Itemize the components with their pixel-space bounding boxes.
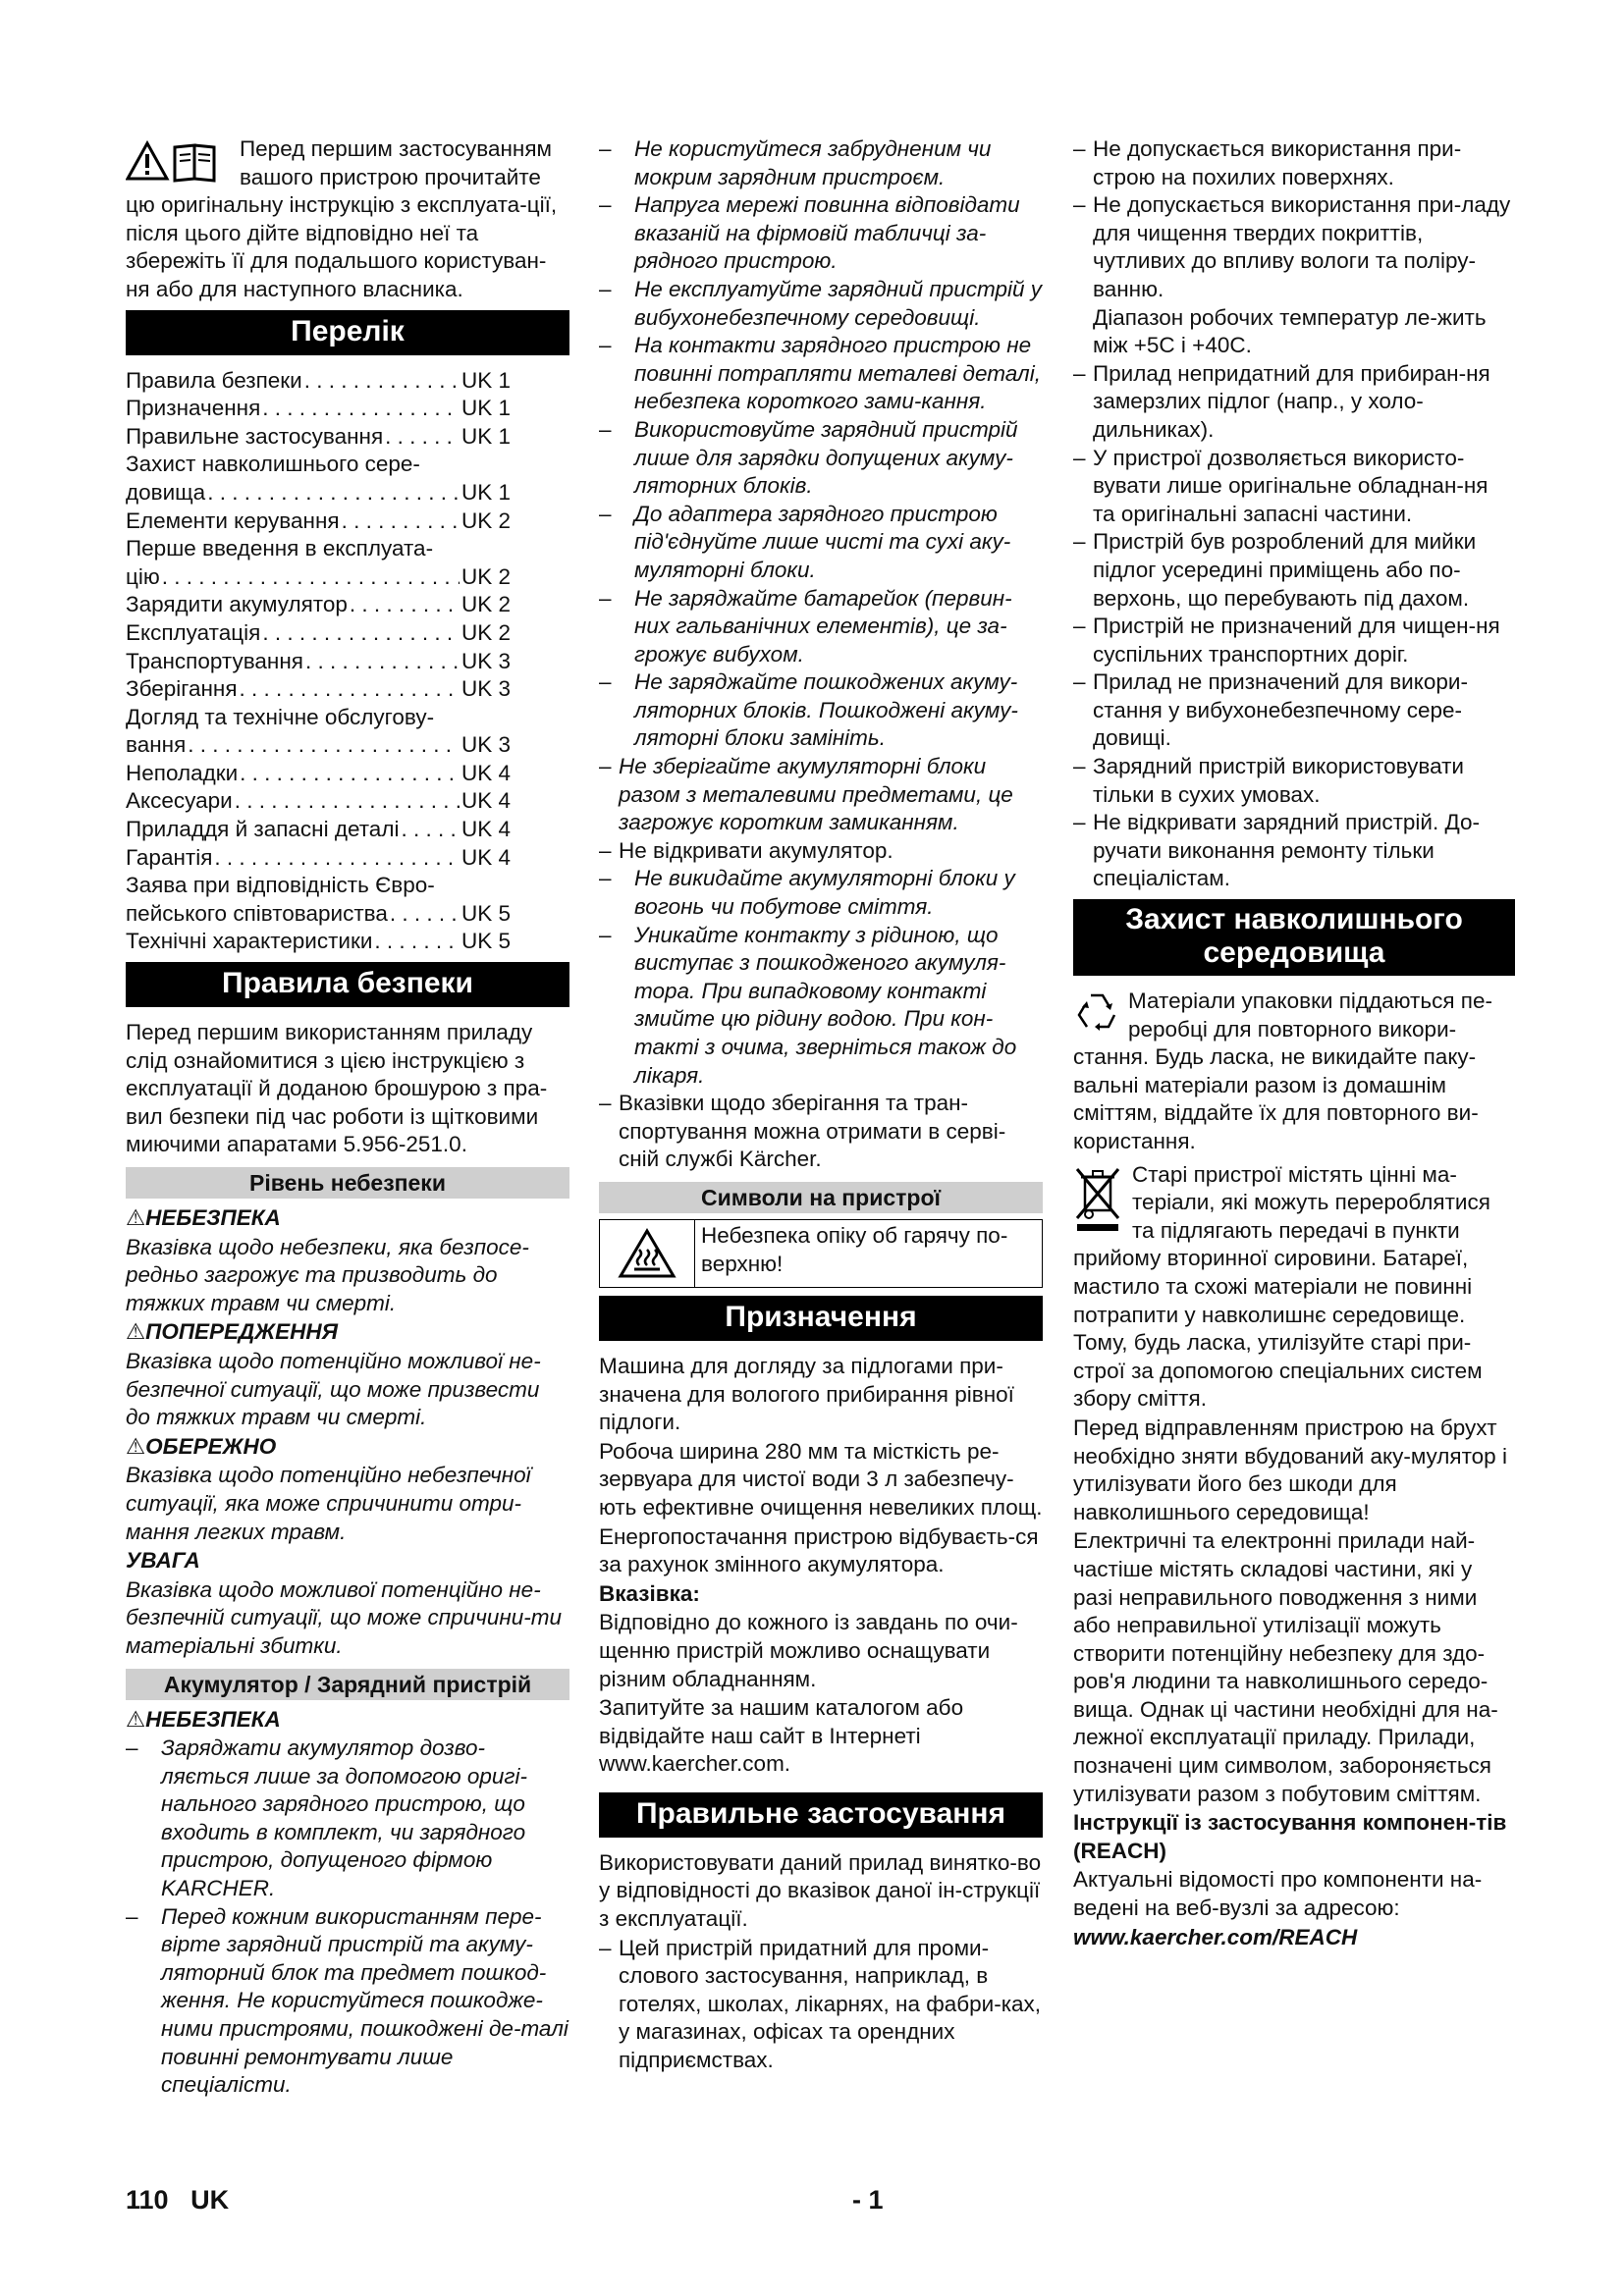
environment-title: Захист навколишнього середовища (1073, 899, 1515, 976)
danger-levels (126, 1204, 569, 1661)
purpose-title: Призначення (599, 1296, 1043, 1341)
proper-use-item-text: Не допускається використання при-ладу для чищення твердих покриттів, чутливих до впливу вологи та поліру-ванню. (1093, 192, 1511, 301)
purpose-p5: Запитуйте за нашим каталогом або відвідайте наш сайт в Інтернеті www.kaercher.com. (599, 1695, 964, 1777)
intro (126, 135, 569, 304)
proper-use-item (1073, 360, 1515, 445)
battery-items-2 (599, 135, 1043, 1174)
toc-item-label: Експлуатація (126, 619, 261, 645)
danger-level-text: Вказівка щодо потенційно можливої не-безпечної ситуації, що може призвести до тяжких травм чи смерті. (126, 1348, 541, 1430)
bullet-dash: – (1073, 445, 1086, 470)
toc-item (126, 367, 511, 396)
battery-item (599, 753, 1043, 837)
toc-item-page: UK 4 (460, 760, 511, 785)
toc-item-page: UK 2 (460, 507, 511, 533)
bullet-dash: – (1073, 136, 1086, 161)
bullet-dash: – (599, 866, 612, 891)
battery-item-text: Використовуйте зарядний пристрій лише для зарядки допущених акуму-ляторних блоків. (634, 416, 1018, 499)
bullet-dash: – (1073, 529, 1086, 555)
toc-item-label: Приладдя й запасні деталі (126, 817, 400, 842)
bullet-dash: – (599, 416, 612, 442)
purpose-p4: Відповідно до кожного із завдань по очи-щенню пристрій можливо оснащувати різним обладнанням. (599, 1610, 1018, 1691)
bullet-dash: – (599, 136, 612, 161)
bullet-dash: – (1073, 810, 1086, 835)
bullet-dash: – (599, 192, 612, 218)
toc-item-page: UK 3 (460, 648, 511, 673)
danger-levels-title: Рівень небезпеки (126, 1167, 569, 1199)
toc-item-line: Заява при відповідність Євро- (126, 873, 435, 898)
toc (126, 367, 511, 956)
toc-item (126, 619, 511, 648)
environment-p1: Матеріали упаковки піддаються пе-реробці для повторного викори-стання. Будь ласка, не викидайте паку-вальні матеріали разом із домашнім сміттям, віддайте їх для повторного ви-користання. (1073, 988, 1492, 1153)
toc-leader (235, 787, 460, 816)
toc-item-line: Захист навколишнього сере- (126, 452, 420, 477)
toc-item-label: Правильне застосування (126, 423, 384, 449)
proper-use-item-text: Пристрій не призначений для чищен-ня суспільних транспортних доріг. (1093, 614, 1500, 667)
crossed-bin-icon (1073, 1163, 1124, 1234)
battery-item-text: На контакти зарядного пристрою не повинні потрапляти металеві деталі, небезпека короткого зами-кання. (634, 333, 1041, 414)
toc-item-label: Елементи керування (126, 507, 340, 533)
bullet-dash: – (599, 922, 612, 947)
proper-use-item-text: Не допускається використання при-строю на похилих поверхнях. (1093, 136, 1462, 189)
battery-item (599, 922, 1043, 1091)
battery-item-text: Не відкривати акумулятор. (619, 837, 893, 863)
intro-text: Перед першим застосуванням вашого пристрою прочитайте цю оригінальну інструкцію з експлуата-ції, після цього дійте відповідно неї та збережіть її для подальшого користуван-ня або для наступного власника. (126, 136, 558, 301)
toc-item-page: UK 2 (460, 619, 511, 645)
battery-item (599, 585, 1043, 669)
toc-item (126, 423, 511, 452)
toc-item-page: UK 2 (460, 563, 511, 589)
bullet-dash: – (599, 501, 612, 526)
toc-item-label: Неполадки (126, 760, 239, 785)
bullet-dash: – (599, 333, 612, 358)
danger-level-text: Вказівка щодо потенційно небезпечної ситуації, яка може спричинити отри-мання легких травм. (126, 1463, 531, 1544)
page-number: 110 (126, 2185, 169, 2215)
proper-use-item-text: У пристрої дозволяється використо-вувати лише оригінальне обладнан-ня та оригінальні запасні частини. (1093, 445, 1489, 526)
environment-p3: Перед відправленням пристрою на брухт необхідно зняти вбудований аку-мулятор і утилізувати його без шкоди для навколишнього середовища! (1073, 1415, 1507, 1524)
proper-use-item-text: Не відкривати зарядний пристрій. До-ручати виконання ремонту тільки спеціалістам. (1093, 810, 1480, 891)
toc-leader (304, 367, 460, 396)
battery-item (599, 135, 1043, 191)
bullet-dash: – (599, 1091, 612, 1116)
symbol-cell (600, 1220, 695, 1287)
toc-item (126, 591, 511, 619)
toc-leader (385, 423, 460, 452)
reach-text: Актуальні відомості про компоненти на-ведені на веб-вузлі за адресою: (1073, 1867, 1483, 1921)
toc-leader (390, 900, 460, 929)
battery-item (599, 1090, 1043, 1174)
toc-item-label: Зберігання (126, 676, 238, 702)
toc-leader (214, 844, 460, 873)
toc-item-label: Аксесуари (126, 788, 233, 814)
recycling-icon (1073, 989, 1120, 1039)
warning-manual-icon (126, 139, 234, 183)
toc-item (126, 675, 511, 704)
bullet-dash: – (1073, 192, 1086, 218)
toc-item-label: Зарядити акумулятор (126, 592, 348, 617)
proper-use-item-text: Прилад непридатний для прибиран-ня замерзлих підлог (напр., у холо-дильниках). (1093, 360, 1490, 442)
toc-item (126, 844, 511, 873)
symbol-table (599, 1219, 1043, 1288)
toc-item-page: UK 2 (460, 592, 511, 617)
proper-use-item (1073, 668, 1515, 753)
toc-leader (401, 816, 460, 844)
proper-use-item (1073, 809, 1515, 893)
toc-item (126, 816, 511, 844)
toc-item-label: Технічні характеристики (126, 929, 373, 954)
proper-use-item-text: Зарядний пристрій використовувати тільки в сухих умовах. (1093, 754, 1464, 807)
purpose-p1: Машина для догляду за підлогами при-значена для вологого прибирання рівної підлоги. (599, 1353, 1014, 1435)
toc-leader (305, 648, 460, 676)
toc-item-page: UK 5 (460, 900, 511, 926)
toc-item-page: UK 1 (460, 396, 511, 421)
bullet-dash: – (1073, 360, 1086, 386)
battery-item-text: Не зберігайте акумуляторні блоки разом з металевими предметами, це загрожує коротким замиканням. (619, 754, 1013, 835)
proper-use-item-text: Прилад не призначений для викори-стання у вибухонебезпечному сере-довищі. (1093, 669, 1468, 751)
toc-item-line: Догляд та технічне обслугову- (126, 704, 435, 729)
temperature-note: Діапазон робочих температур ле-жить між +5С і +40С. (1093, 304, 1487, 358)
battery-item-text: Не експлуатуйте зарядний пристрій у вибухонебезпечному середовищі. (634, 276, 1043, 330)
bullet-dash: – (599, 837, 612, 863)
toc-item (126, 731, 511, 760)
battery-danger-title: ⚠НЕБЕЗПЕКА (126, 1706, 281, 1732)
footer-center: - 1 (852, 2185, 884, 2215)
recycling-block (1073, 988, 1515, 1157)
bullet-dash: – (1073, 614, 1086, 639)
toc-leader (262, 619, 460, 648)
toc-item-label: вання (126, 732, 187, 758)
toc-item (126, 507, 511, 536)
toc-item (126, 928, 511, 956)
battery-item (126, 1903, 569, 2100)
column-left (126, 135, 569, 2100)
toc-item-page: UK 1 (460, 423, 511, 449)
proper-use-item (1073, 753, 1515, 809)
danger-level-text: Вказівка щодо небезпеки, яка безпосе-редньо загрожує та призводить до тяжких травм чи смерті. (126, 1234, 529, 1315)
toc-item (126, 563, 511, 592)
battery-item-text: Не заряджайте батарейок (первин-них гальванічних елементів), це за-грожує вибухом. (634, 585, 1012, 667)
environment-p2: Старі пристрої містять цінні ма-теріали, які можуть перероблятися та підлягають передачі в пункти прийому вторинної сировини. Батареї, мастило та схожі матеріали не повинні потрапити у навколишнє середовище. Тому, будь ласка, утилізуйте старі при-строї за допомогою спеціальних систем збору сміття. (1073, 1161, 1490, 1412)
safety-intro: Перед першим використанням приладу слід ознайомитися з цією інструкцією з експлуатації й доданою брошурою з пра-вил безпеки під час роботи із щітковими миючими апаратами 5.956-251.0. (126, 1020, 548, 1157)
proper-use-p1: Використовувати даний прилад винятко-во у відповідності до вказівок даної ін-струкції з експлуатації. (599, 1849, 1042, 1932)
bullet-dash: – (126, 1903, 138, 1929)
toc-item-page: UK 4 (460, 788, 511, 814)
reach-title: Інструкції із застосування компонен-тів (REACH) (1073, 1810, 1507, 1863)
bullet-dash: – (599, 276, 612, 301)
battery-item (599, 332, 1043, 416)
reach-url[interactable]: www.kaercher.com/REACH (1073, 1924, 1358, 1949)
toc-leader (188, 731, 460, 760)
column-middle (599, 135, 1043, 2075)
battery-item-text: Напруга мережі повинна відповідати вказаній на фірмовій табличці за-рядного пристрою. (634, 192, 1020, 274)
danger-level-title: ⚠ПОПЕРЕДЖЕННЯ (126, 1319, 339, 1345)
proper-use-item (1073, 191, 1515, 303)
bullet-dash: – (599, 585, 612, 611)
purpose-p3: Енергопостачання пристрою відбуваєть-ся за рахунок змінного акумулятора. (599, 1523, 1039, 1577)
toc-leader (207, 479, 460, 507)
toc-item (126, 900, 511, 929)
danger-level-title: УВАГА (126, 1548, 200, 1574)
battery-item-text: Заряджати акумулятор дозво-ляється лише за допомогою оригі-нального зарядного пристрою, що входить в комплект, чи зарядного пристрою, допущеного фірмою KARCHER. (161, 1735, 528, 1901)
proper-use-item-text: Пристрій був розроблений для мийки підлог усередині приміщень або по-верхонь, що перебувають під дахом. (1093, 529, 1477, 611)
weee-block (1073, 1161, 1515, 1415)
battery-item (599, 191, 1043, 276)
toc-leader (350, 591, 460, 619)
toc-item-page: UK 5 (460, 929, 511, 954)
battery-item-text: Не користуйтеся забрудненим чи мокрим зарядним пристроєм. (634, 136, 992, 189)
battery-item (599, 416, 1043, 501)
purpose-p2: Робоча ширина 280 мм та місткість ре-зервуара для чистої води 3 л забезпечу-ють ефективне очищення невеликих площ. (599, 1438, 1043, 1520)
bullet-dash: – (599, 669, 612, 695)
bullet-dash: – (1073, 754, 1086, 779)
proper-use-title: Правильне застосування (599, 1792, 1043, 1838)
toc-item-label: довища (126, 479, 206, 505)
battery-item-text: До адаптера зарядного пристрою під'єднуйте лише чисті та сухі аку-муляторні блоки. (634, 501, 1011, 582)
proper-use-item (1073, 613, 1515, 668)
toc-leader (240, 675, 460, 704)
toc-item-page: UK 4 (460, 844, 511, 870)
toc-item-label: Транспортування (126, 648, 303, 673)
toc-item-page: UK 4 (460, 817, 511, 842)
symbols-title: Символи на пристрої (599, 1182, 1043, 1213)
toc-item (126, 479, 511, 507)
toc-leader (162, 563, 460, 592)
toc-item (126, 760, 511, 788)
proper-use-items (1073, 135, 1515, 893)
toc-item-label: пейського співтовариства (126, 900, 388, 926)
battery-item (599, 668, 1043, 753)
battery-item-text: Уникайте контакту з рідиною, що виступає з пошкодженого акумуля-тора. При випадковому контакті змийте цю рідину водою. При кон-такті з очима, зверніться також до лікаря. (634, 922, 1017, 1088)
language-code: UK (190, 2185, 230, 2215)
toc-item-page: UK 3 (460, 732, 511, 758)
bullet-dash: – (1073, 669, 1086, 695)
proper-use-item (1073, 528, 1515, 613)
danger-level-text: Вказівка щодо можливої потенційно не-безпечній ситуації, що може спричини-ти матеріальні збитки. (126, 1576, 563, 1658)
danger-level-title: ⚠НЕБЕЗПЕКА (126, 1205, 281, 1230)
safety-title: Правила безпеки (126, 962, 569, 1007)
battery-item-text: Не заряджайте пошкоджених акуму-ляторних блоків. Пошкоджені акуму-ляторні блоки замініть. (634, 669, 1018, 751)
toc-item-label: Призначення (126, 396, 261, 421)
battery-item (599, 837, 1043, 866)
hot-surface-icon (618, 1228, 677, 1279)
battery-item (599, 276, 1043, 332)
toc-item-page: UK 1 (460, 479, 511, 505)
proper-use-item (1073, 445, 1515, 529)
toc-item-label: Гарантія (126, 844, 213, 870)
environment-p4: Електричні та електронні прилади най-частіше містять складові частини, які у разі неправильного поводження з ними або неправильної утилізації можуть створити потенційну небезпеку для здо-ров'я людини та навколишнього середо-вища. Однак ці частини необхідні для на-лежної експлуатації приладу. Прилади, позначені цим символом, забороняється утилізувати разом з побутовим сміттям. (1073, 1528, 1498, 1806)
toc-leader (342, 507, 460, 536)
toc-leader (262, 395, 460, 423)
battery-items-1 (126, 1735, 569, 2100)
toc-leader (374, 928, 460, 956)
battery-item-text: Перед кожним використанням пере-вірте зарядний пристрій та акуму-ляторний блок та предмет пошкод-ження. Не користуйтеся пошкодже-ними пристроями, пошкоджені де-талі повинні ремонтувати лише спеціалісти. (161, 1903, 568, 2098)
bullet-dash: – (126, 1735, 138, 1761)
toc-item (126, 395, 511, 423)
danger-level-title: ⚠ОБЕРЕЖНО (126, 1433, 277, 1459)
battery-item (599, 865, 1043, 921)
toc-item-label: Правила безпеки (126, 367, 302, 393)
column-right (1073, 135, 1515, 1952)
toc-item (126, 787, 511, 816)
footer-page (126, 2185, 229, 2216)
toc-item-page: UK 3 (460, 676, 511, 702)
purpose-note-label: Вказівка: (599, 1580, 700, 1606)
battery-title: Акумулятор / Зарядний пристрій (126, 1669, 569, 1700)
battery-item (126, 1735, 569, 1903)
proper-use-item: – Цей пристрій придатний для проми-слового застосування, наприклад, в готелях, школах, лікарнях, на фабри-ках, у магазинах, офісах та орендних підприємствах. (599, 1935, 1042, 2073)
toc-title: Перелік (126, 310, 569, 355)
battery-item-text: Вказівки щодо зберігання та тран-спортування можна отримати в серві-сній службі Kärcher. (619, 1091, 1006, 1172)
battery-item (599, 501, 1043, 585)
bullet-dash: – (599, 754, 612, 779)
battery-item-text: Не викидайте акумуляторні блоки у вогонь чи побутове сміття. (634, 866, 1015, 920)
toc-leader (240, 760, 460, 788)
toc-item-label: цію (126, 563, 160, 589)
toc-item (126, 648, 511, 676)
proper-use-item (1073, 135, 1515, 191)
toc-item-page: UK 1 (460, 367, 511, 393)
toc-item-line: Перше введення в експлуата- (126, 536, 434, 561)
symbol-text: Небезпека опіку об гарячу по-верхню! (701, 1222, 1008, 1276)
